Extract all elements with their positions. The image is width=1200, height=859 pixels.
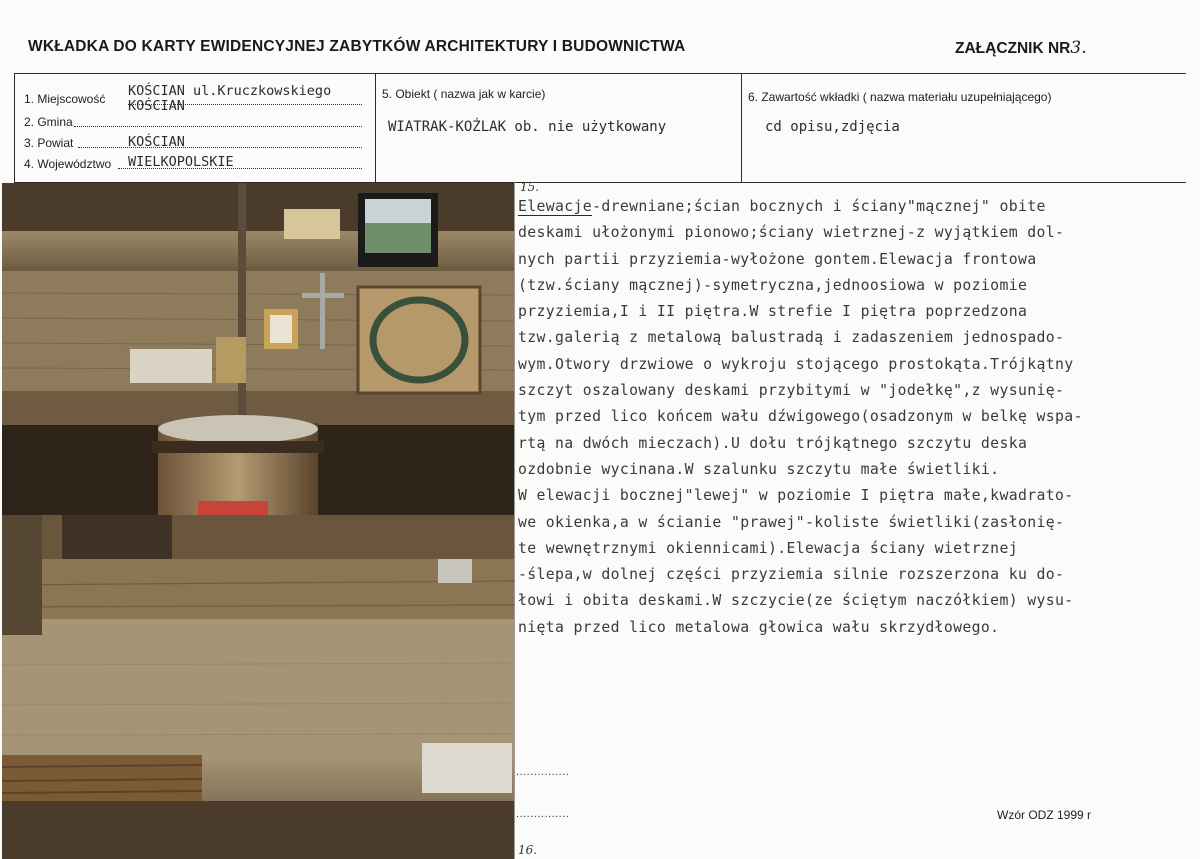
description-line-1 — [518, 194, 1190, 220]
page-number-bottom: 16. — [518, 843, 538, 857]
description-line-13: we okienka,a w ścianie "prawej"-koliste świetliki(zasłonię- — [518, 513, 1065, 531]
miejscowosc-label: 1. Miejscowość — [24, 92, 106, 106]
description-line-12: W elewacji bocznej"lewej" w poziomie I piętra małe,kwadrato- — [518, 487, 1074, 505]
description-line-5: przyziemia,I i II piętra.W strefie I piętra poprzedzona — [518, 303, 1028, 321]
description-line-16: łowi i obita deskami.W szczycie(ze ściętym naczółkiem) wysu- — [518, 592, 1074, 610]
dotted-line-2: ............... — [516, 808, 570, 820]
annex-label: ZAŁĄCZNIK NR — [955, 40, 1071, 57]
description-line-2: deskami ułożonymi pionowo;ściany wietrznej-z wyjątkiem dol- — [518, 224, 1065, 242]
dotted-line-1: ............... — [516, 766, 570, 778]
description-line-15: -ślepa,w dolnej części przyziemia silnie rozszerzona ku do- — [518, 566, 1065, 584]
powiat-value: KOŚCIAN — [128, 134, 185, 150]
description-text — [518, 194, 1190, 641]
powiat-dotline — [78, 147, 362, 148]
description-line-1-rest: -drewniane;ścian bocznych i ściany"mącznej" obite — [592, 198, 1046, 215]
contents-label: 6. Zawartość wkładki ( nazwa materiału uzupełniającego) — [748, 90, 1052, 104]
table-left-border — [14, 73, 15, 183]
photo-mill-inscription-wall — [2, 515, 514, 859]
description-line-7: wym.Otwory drzwiowe o wykroju stojącego prostokąta.Trójkątny — [518, 355, 1074, 373]
content-divider — [514, 182, 515, 859]
description-line-3: nych partii przyziemia-wyłożone gontem.Elewacja frontowa — [518, 250, 1037, 268]
description-line-11: ozdobnie wycinana.W szalunku szczytu małe świetliki. — [518, 460, 1000, 478]
object-label: 5. Obiekt ( nazwa jak w karcie) — [382, 87, 546, 101]
annex-number-value: 3. — [1070, 38, 1087, 58]
description-line-17: nięta przed lico metalowa głowica wału skrzydłowego. — [518, 618, 1000, 636]
description-line-9: tym przed lico końcem wału dźwigowego(osadzonym w belkę wspa- — [518, 408, 1083, 426]
page-number-top: 15. — [520, 180, 540, 194]
wojewodztwo-value: WIELKOPOLSKIE — [128, 154, 234, 170]
gmina-dotline — [74, 126, 362, 127]
description-line-6: tzw.galerią z metalową balustradą i zadaszeniem jednospado- — [518, 329, 1065, 347]
header-top-rule — [14, 73, 1186, 74]
description-line-14: te wewnętrznymi okiennicami).Elewacja ściany wietrznej — [518, 539, 1018, 557]
miejscowosc-value: KOŚCIAN ul.Kruczkowskiego — [128, 83, 332, 99]
photo-mill-interior-wall — [2, 183, 514, 515]
description-underlined-word: Elewacje — [518, 198, 593, 215]
description-line-4: (tzw.ściany mącznej)-symetryczna,jednoosiowa w poziomie — [518, 276, 1028, 294]
description-line-10: rtą na dwóch mieczach).U dołu trójkątnego szczytu deska — [518, 434, 1028, 452]
gmina-value: KOŚCIAN — [128, 98, 185, 114]
powiat-label: 3. Powiat — [24, 136, 74, 150]
contents-value: cd opisu,zdjęcia — [765, 119, 900, 135]
description-line-8: szczyt oszalowany deskami przybitymi w "jodełkę",z wysunię- — [518, 382, 1065, 400]
column-divider-1 — [375, 73, 376, 183]
object-value: WIATRAK-KOŹLAK ob. nie użytkowany — [388, 119, 667, 135]
gmina-label: 2. Gmina — [24, 115, 73, 129]
column-divider-2 — [741, 73, 742, 183]
document-title: WKŁADKA DO KARTY EWIDENCYJNEJ ZABYTKÓW ARCHITEKTURY I BUDOWNICTWA — [28, 38, 686, 55]
form-template-note: Wzór ODZ 1999 r — [997, 808, 1092, 822]
annex-number — [955, 38, 1087, 58]
wojewodztwo-label: 4. Województwo — [24, 157, 112, 171]
